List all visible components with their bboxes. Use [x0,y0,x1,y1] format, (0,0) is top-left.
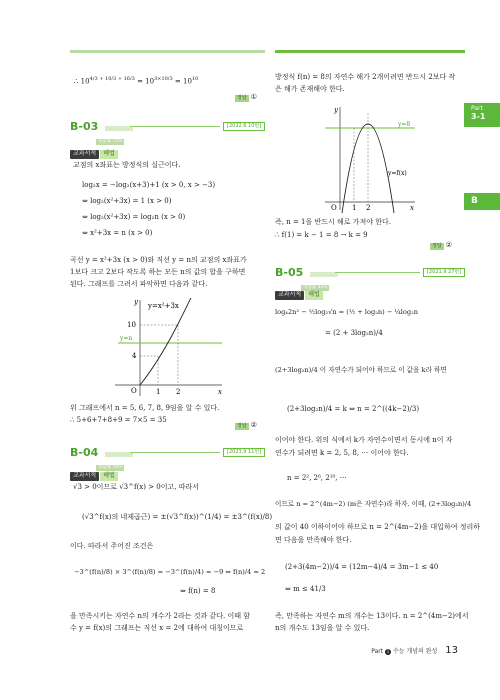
graph1-line-label: y=n [120,335,133,342]
footer-title: 수능 개념의 완성 [392,647,438,655]
side-tab-section[interactable] [464,193,500,210]
answer-b04: 정답 ② [432,241,452,249]
problem-b04-eq2: −3^(f(n)/8) × 3^(f(n)/8) = −3^(f(n)/4) = −9 ⇔ f(n)/4 = 2 [74,568,266,576]
header-rule-left [70,50,265,53]
problem-b05-para2-1: 이므로 n = 2^(4m−2) (m은 자연수)라 하자. 이때, (2+3log₂n)/4 [275,500,472,508]
right-intro-1: 방정식 f(n) = 8의 자연수 해가 2개이려면 반드시 2보다 작 [275,73,456,81]
problem-b05-para2-3: 면 다음을 만족해야 한다. [275,536,352,544]
right-after-1: 즉, n = 1을 반드시 해로 가져야 한다. [275,218,391,226]
problem-b04-rule [130,452,220,453]
graph1-curve [140,298,193,385]
problem-b03-source: [2022.6 10번] [223,122,265,131]
graph1-x-label: x [218,388,222,396]
problem-b03-para-2: 1보다 크고 2보다 작도록 하는 모든 n의 값의 합을 구하면 [70,268,246,276]
problem-b04-level: 정답률 50% [98,464,123,470]
problem-b03-math-2: ⇔ log₂(x²+3x) = 1 (x > 0) [82,197,172,205]
graph1-tick-1: 1 [156,388,161,396]
problem-b03-tags: 교과서적 해법 [70,148,118,159]
problem-b03-math-3: ⇔ log₂(x²+3x) = log₂n (x > 0) [82,213,186,221]
side-tab-part-label: Part [471,105,483,112]
graph2-curve-label: y=f(x) [388,170,407,177]
footer-part-num: 1 [386,648,390,654]
problem-b05-eq4: (2+3(4m−2))/4 = (12m−4)/4 = 3m−1 ≤ 40 [285,563,439,571]
footer [371,644,458,659]
page-number: 13 [445,644,458,656]
problem-b03-math-4: ⇔ x²+3x = n (x > 0) [82,229,153,237]
side-tab-section-label: B [471,196,478,206]
right-intro-2: 은 해가 존재해야 한다. [275,85,345,93]
problem-b05-line1: (2+3log₂n)/4 이 자연수가 되어야 하므로 이 값을 k라 하면 [275,366,447,374]
problem-b04-line1: √3 > 0이므로 √3^f(x) > 0이고, 따라서 [73,483,200,491]
problem-b05-eq1: log₄2n² − ½log₂√n = (½ + log₂n) − ¼log₂n [275,308,418,316]
problem-b03-line1: 교점의 x좌표는 방정식의 실근이다. [73,161,181,169]
problem-b05-eq2: = (2 + 3log₂n)/4 [325,329,383,337]
problem-b04-source: [2023.9 11번] [223,448,265,457]
graph-parabola-b04 [320,105,420,215]
problem-b04-line2: 이다. 따라서 주어진 조건은 [70,542,154,550]
problem-b04-id: B-04 [70,446,99,459]
graph2-line-label: y=8 [398,121,411,128]
graph2-origin: O [331,204,337,212]
graph1-tick-4: 4 [132,352,137,360]
problem-b05-header [275,265,338,291]
problem-b05-para1-2: 연수가 되려면 k = 2, 5, 8, ⋯ 이어야 한다. [275,449,409,457]
graph1-tick-2: 2 [176,388,181,396]
graph2-y-label: y [334,106,338,114]
answer-top: 정답 ① [237,93,257,101]
problem-b03-math-1: log₂x = −log₂(x+3)+1 (x > 0, x > −3) [82,181,216,189]
problem-b05-para2-2: 의 값이 40 이하이어야 하므로 n = 2^(4m−2)을 대입하여 정리하 [275,523,480,531]
problem-b05-eq5: ⇔ m ≤ 41/3 [285,585,326,593]
problem-b05-source: [2021.9 27번] [423,268,465,277]
graph2-tick-1: 1 [352,204,357,212]
graph1-curve-label: y=x²+3x [148,302,179,310]
problem-b03-para-1: 곡선 y = x²+3x (x > 0)와 직선 y = n의 교점의 x좌표가 [70,256,247,264]
answer-b03: 정답 ② [237,421,257,429]
problem-b05-seq: n = 2², 2⁶, 2¹⁰, ⋯ [287,474,347,482]
problem-b03-rule [130,126,220,127]
side-tab-chapter: 3-1 [471,111,486,121]
side-tab-part[interactable] [464,103,500,127]
graph1-y-label: y [134,298,138,306]
problem-b05-rule [335,272,420,273]
problem-b04-para-2: 수 y = f(x)의 그래프는 직선 x = 2에 대하여 대칭이므로 [70,624,244,632]
problem-b05-para1-1: 이어야 한다. 위의 식에서 k가 자연수이면서 동시에 n이 자 [275,436,453,444]
graph1-tick-10: 10 [127,321,136,329]
problem-b05-tags: 교과서적 해법 [275,289,323,300]
right-after-2: ∴ f(1) = k − 1 = 8 → k = 9 [275,231,368,239]
problem-b05-level: 정답률 43% [303,284,328,290]
problem-b05-para3-2: n의 개수도 13임을 알 수 있다. [275,624,370,632]
problem-b04-tags: 교과서적 해법 [70,470,118,481]
top-equation: ∴ $10^{4/3 + 10/3 + 16/3} = 10^{3\times 10/3} = 10^{10}$ [74,76,199,86]
problem-b03-header [70,119,133,145]
footer-part-label: Part [371,647,384,655]
graph2-curve [342,124,394,213]
graph-parabola-b03 [110,298,230,398]
graph2-tick-2: 2 [366,204,371,212]
problem-b04-eq1: (√3^f(x)의 네제곱근) = ±(√3^f(x))^(1/4) = ±3^(f(x)/8) [82,513,273,521]
problem-b03-after-2: ∴ 5+6+7+8+9 = 7×5 = 35 [70,416,167,424]
problem-b03-level: 정답률 72% [98,138,123,144]
header-rule-right [275,50,465,53]
problem-b05-eq3: (2+3log₂n)/4 = k ⇔ n = 2^((4k−2)/3) [287,405,420,413]
problem-b03-para-3: 된다. 그래프를 그려서 파악하면 다음과 같다. [70,280,208,288]
problem-b04-para-1: 을 만족시키는 자연수 n의 개수가 2라는 것과 같다. 이때 함 [70,612,250,620]
problem-b04-eq3: ⇔ f(n) = 8 [180,587,216,595]
problem-b04-header [70,445,133,471]
graph1-origin: O [131,387,137,395]
problem-b05-id: B-05 [275,266,304,279]
problem-b03-id: B-03 [70,120,99,133]
problem-b05-para3-1: 즉, 만족하는 자연수 m의 개수는 13이다. n = 2^(4m−2)에서 [275,612,469,620]
problem-b03-after-1: 위 그래프에서 n = 5, 6, 7, 8, 9임을 알 수 있다. [70,404,220,412]
graph2-x-label: x [410,204,414,212]
